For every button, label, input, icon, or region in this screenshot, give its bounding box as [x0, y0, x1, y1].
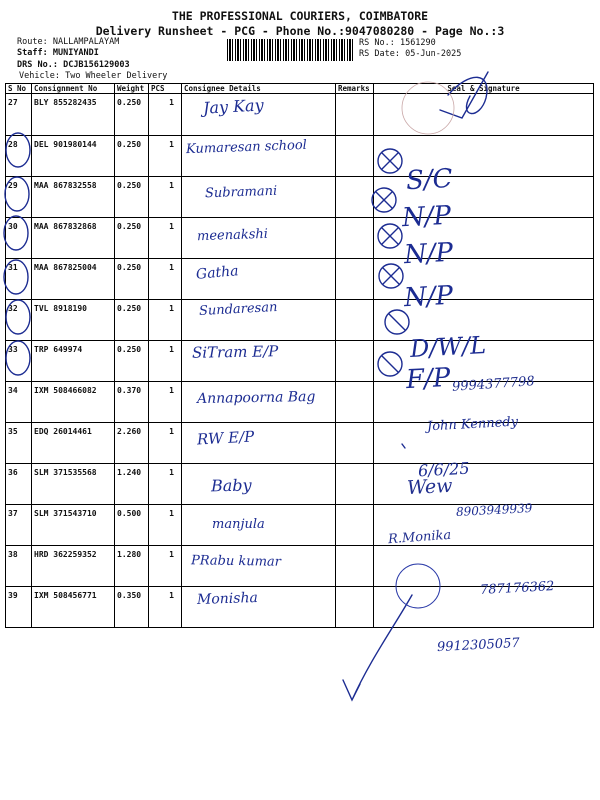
runsheet-subtitle: Delivery Runsheet - PCG - Phone No.:9047080280 - Page No.:3 [95, 24, 505, 38]
handwritten-signature: 6/6/25 [417, 458, 470, 481]
cell-weight: 0.250 [115, 341, 149, 382]
col-pcs: PCS [149, 84, 182, 94]
table-row [6, 177, 594, 218]
cell-consignment: IXM 508466082 [32, 382, 115, 423]
cell-remarks [336, 505, 374, 546]
handwritten-consignee: Baby [210, 475, 252, 496]
table-row [6, 464, 594, 505]
handwritten-signature: N/P [403, 280, 454, 314]
table-row [6, 300, 594, 341]
handwritten-consignee: Annapoorna Bag [196, 388, 316, 408]
cell-consignee [182, 464, 336, 505]
table-row [6, 546, 594, 587]
handwritten-consignee: RW E/P [196, 427, 255, 449]
cell-remarks [336, 136, 374, 177]
cell-consignment: MAA 867825004 [32, 259, 115, 300]
cell-weight: 2.260 [115, 423, 149, 464]
cell-sno: 33 [6, 341, 32, 382]
cell-sno: 34 [6, 382, 32, 423]
cell-consignment: HRD 362259352 [32, 546, 115, 587]
rs-date-line [359, 50, 461, 59]
cell-consignment: TVL 8918190 [32, 300, 115, 341]
cell-weight: 0.250 [115, 94, 149, 136]
cell-remarks [336, 423, 374, 464]
cell-pcs: 1 [149, 341, 182, 382]
cell-sno: 29 [6, 177, 32, 218]
cell-sno: 36 [6, 464, 32, 505]
handwritten-consignee: Gatha [195, 263, 240, 283]
drs-value: DCJB156129003 [63, 60, 130, 70]
rs-date-label: RS Date: [359, 49, 400, 59]
cell-consignment: MAA 867832868 [32, 218, 115, 259]
cell-weight: 0.250 [115, 136, 149, 177]
cell-remarks [336, 382, 374, 423]
table-row [6, 259, 594, 300]
handwritten-signature: N/P [403, 237, 454, 271]
route-label: Route: [17, 37, 48, 47]
cell-remarks [336, 546, 374, 587]
cell-sno: 37 [6, 505, 32, 546]
cell-weight: 0.250 [115, 300, 149, 341]
col-remarks: Remarks [336, 84, 374, 94]
cell-sno: 27 [6, 94, 32, 136]
route-line [17, 38, 119, 47]
cell-pcs: 1 [149, 218, 182, 259]
handwritten-consignee: Monisha [196, 589, 259, 609]
cell-remarks [336, 341, 374, 382]
handwritten-consignee: Sundaresan [198, 299, 278, 320]
vehicle-value: Two Wheeler Delivery [65, 71, 168, 81]
staff-line [17, 49, 99, 58]
handwritten-consignee: Kumaresan school [185, 137, 308, 158]
cell-pcs: 1 [149, 136, 182, 177]
rs-no-value: 1561290 [399, 38, 436, 48]
handwritten-consignee: Jay Kay [202, 95, 265, 118]
cell-pcs: 1 [149, 300, 182, 341]
cell-pcs: 1 [149, 423, 182, 464]
cell-remarks [336, 464, 374, 505]
handwritten-name-36: Wew [406, 474, 454, 500]
route-value: NALLAMPALAYAM [52, 37, 120, 47]
cell-consignment: EDQ 26014461 [32, 423, 115, 464]
cell-consignment: TRP 649974 [32, 341, 115, 382]
cell-pcs: 1 [149, 546, 182, 587]
cell-sno: 31 [6, 259, 32, 300]
col-sno: S No [6, 84, 32, 94]
handwritten-signature: 8903949939 [455, 501, 533, 519]
cell-consignment: BLY 855282435 [32, 94, 115, 136]
cell-remarks [336, 218, 374, 259]
table-row [6, 218, 594, 259]
rs-date-value: 05-Jun-2025 [405, 49, 462, 59]
cell-pcs: 1 [149, 94, 182, 136]
cell-weight: 0.250 [115, 218, 149, 259]
cell-pcs: 1 [149, 587, 182, 628]
cell-consignment: SLM 371543710 [32, 505, 115, 546]
handwritten-signature: N/P [401, 200, 452, 234]
staff-value: MUNIYANDI [52, 48, 99, 58]
cell-remarks [336, 177, 374, 218]
cell-consignment: IXM 508456771 [32, 587, 115, 628]
col-signature: Seal & Signature [374, 84, 594, 94]
handwritten-consignee: Subramani [204, 183, 278, 202]
cell-consignment: MAA 867832558 [32, 177, 115, 218]
handwritten-signature: John Kennedy [426, 414, 519, 435]
vehicle-label: Vehicle: [19, 71, 60, 81]
cell-remarks [336, 259, 374, 300]
handwritten-signature: F/P [405, 362, 452, 396]
handwritten-consignee: manjula [212, 517, 265, 532]
cell-weight: 0.500 [115, 505, 149, 546]
cell-pcs: 1 [149, 505, 182, 546]
cell-weight: 0.350 [115, 587, 149, 628]
staff-label: Staff: [17, 48, 48, 58]
handwritten-phone-34: 9994377798 [451, 374, 536, 395]
col-consignment: Consignment No [32, 84, 115, 94]
cell-pcs: 1 [149, 259, 182, 300]
cell-weight: 0.250 [115, 259, 149, 300]
handwritten-signature: 787176362 [479, 579, 555, 598]
cell-sno: 30 [6, 218, 32, 259]
cell-weight: 1.280 [115, 546, 149, 587]
cell-remarks [336, 587, 374, 628]
cell-signature [374, 546, 594, 587]
handwritten-consignee: PRabu kumar [190, 553, 282, 570]
cell-weight: 0.250 [115, 177, 149, 218]
table-row [6, 94, 594, 136]
cell-sno: 32 [6, 300, 32, 341]
cell-weight: 1.240 [115, 464, 149, 505]
rs-no-label: RS No.: [359, 38, 395, 48]
cell-weight: 0.370 [115, 382, 149, 423]
cell-remarks [336, 300, 374, 341]
rs-no-line [359, 39, 436, 48]
cell-sno: 38 [6, 546, 32, 587]
barcode [227, 39, 353, 61]
cell-consignment: SLM 371535568 [32, 464, 115, 505]
col-weight: Weight [115, 84, 149, 94]
cell-pcs: 1 [149, 177, 182, 218]
cell-consignment: DEL 901980144 [32, 136, 115, 177]
cell-signature [374, 94, 594, 136]
handwritten-signature: 9912305057 [436, 635, 521, 656]
handwritten-name-38: R.Monika [387, 527, 452, 548]
table-header-row [6, 84, 594, 94]
handwritten-signature: S/C [405, 163, 454, 197]
handwritten-consignee: meenakshi [196, 226, 269, 245]
runsheet-table [5, 83, 594, 628]
handwritten-signature: D/W/L [409, 331, 487, 363]
cell-pcs: 1 [149, 464, 182, 505]
cell-pcs: 1 [149, 382, 182, 423]
drs-line [17, 61, 130, 70]
cell-sno: 39 [6, 587, 32, 628]
handwritten-consignee: SiTram E/P [191, 342, 279, 362]
cell-sno: 35 [6, 423, 32, 464]
vehicle-line [19, 72, 167, 81]
col-consignee: Consignee Details [182, 84, 336, 94]
cell-remarks [336, 94, 374, 136]
cell-sno: 28 [6, 136, 32, 177]
company-title: THE PROFESSIONAL COURIERS, COIMBATORE [171, 9, 429, 23]
drs-label: DRS No.: [17, 60, 58, 70]
